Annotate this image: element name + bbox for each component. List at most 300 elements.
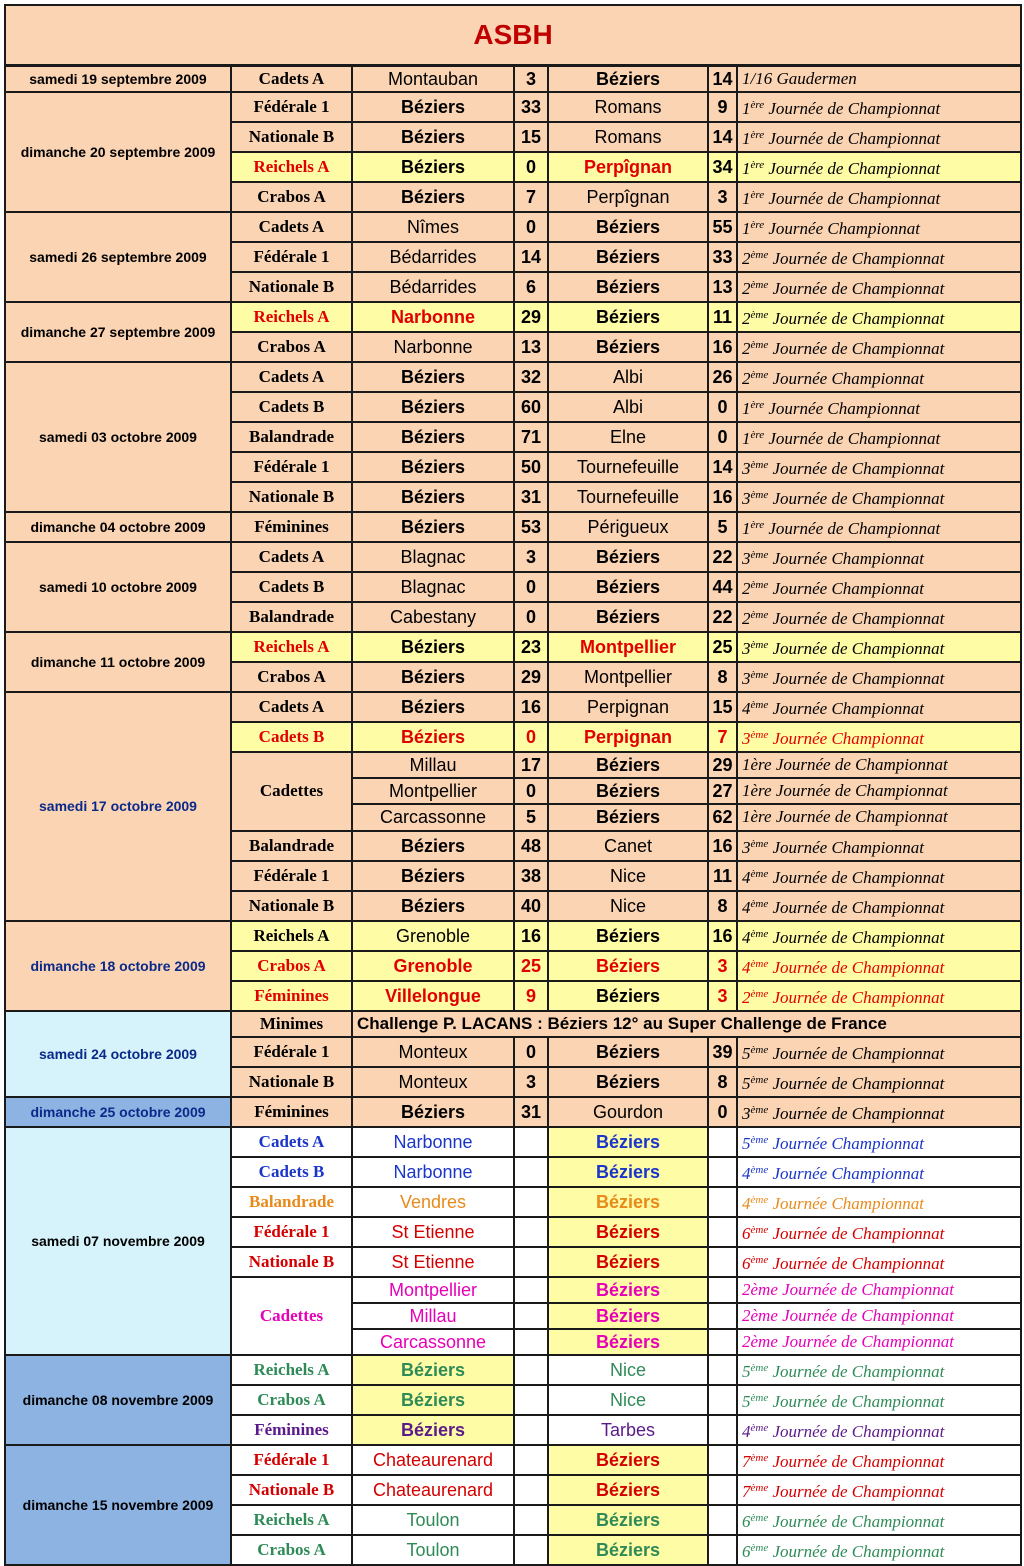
home-score: 40 bbox=[514, 891, 548, 921]
away-score: 3 bbox=[708, 981, 737, 1011]
home-score bbox=[514, 1247, 548, 1277]
home-team: Béziers bbox=[352, 152, 514, 182]
home-score: 0 bbox=[514, 602, 548, 632]
match-row bbox=[5, 512, 1021, 542]
round-label: Journée de Championnat bbox=[772, 1512, 945, 1532]
round-label: Journée de Championnat bbox=[772, 609, 945, 629]
home-score: 60 bbox=[514, 392, 548, 422]
away-score: 0 bbox=[708, 422, 737, 452]
away-score: 55 bbox=[708, 212, 737, 242]
home-score: 5 bbox=[514, 804, 548, 830]
category-cell: Crabos A bbox=[231, 1535, 352, 1565]
away-team: Périgueux bbox=[548, 512, 708, 542]
category-cell: Cadets A bbox=[231, 212, 352, 242]
home-team: Bédarrides bbox=[352, 242, 514, 272]
away-score bbox=[708, 1475, 737, 1505]
round-label: Journée de Championnat bbox=[772, 489, 945, 509]
category-cell: Reichels A bbox=[231, 632, 352, 662]
away-team: Béziers bbox=[548, 1445, 708, 1475]
category-cell: Cadets A bbox=[231, 692, 352, 722]
round-note bbox=[737, 332, 1021, 362]
away-score: 3 bbox=[708, 951, 737, 981]
round-note bbox=[737, 422, 1021, 452]
away-score bbox=[708, 1303, 737, 1329]
category-cell: Fédérale 1 bbox=[231, 1217, 352, 1247]
home-team: Béziers bbox=[352, 831, 514, 861]
round-number: 6 bbox=[742, 1223, 751, 1243]
away-score bbox=[708, 1127, 737, 1157]
home-team: Narbonne bbox=[352, 1127, 514, 1157]
schedule-table bbox=[4, 4, 1022, 1566]
home-team: Chateaurenard bbox=[352, 1475, 514, 1505]
home-team: Béziers bbox=[352, 362, 514, 392]
round-ordinal: ème bbox=[750, 1512, 769, 1525]
round-number: 4 bbox=[742, 1193, 751, 1213]
round-number: 3 bbox=[742, 729, 751, 749]
round-note bbox=[737, 1247, 1021, 1277]
round-note bbox=[737, 1277, 1021, 1303]
round-label: Journée de Championnat bbox=[768, 99, 941, 119]
match-row bbox=[5, 1011, 1021, 1037]
category-cell: Fédérale 1 bbox=[231, 92, 352, 122]
home-score: 0 bbox=[514, 778, 548, 804]
match-row bbox=[5, 1445, 1021, 1475]
round-label: Journée de Championnat bbox=[772, 339, 945, 359]
round-number: 5 bbox=[742, 1392, 751, 1412]
away-score: 26 bbox=[708, 362, 737, 392]
round-ordinal: ème bbox=[750, 669, 769, 682]
home-score: 25 bbox=[514, 951, 548, 981]
home-score bbox=[514, 1329, 548, 1355]
away-score: 25 bbox=[708, 632, 737, 662]
home-score: 0 bbox=[514, 722, 548, 752]
home-team: Narbonne bbox=[352, 332, 514, 362]
round-note bbox=[737, 1475, 1021, 1505]
round-ordinal: ème bbox=[750, 369, 769, 382]
category-cell: Cadets A bbox=[231, 542, 352, 572]
home-score bbox=[514, 1535, 548, 1565]
round-label: 1/16 Gaudermen bbox=[742, 69, 857, 89]
round-ordinal: ème bbox=[750, 1163, 769, 1176]
away-team: Romans bbox=[548, 122, 708, 152]
round-label: Journée de Championnat bbox=[772, 669, 945, 689]
home-team: Monteux bbox=[352, 1037, 514, 1067]
round-ordinal: ème bbox=[750, 867, 769, 880]
round-note bbox=[737, 1385, 1021, 1415]
category-cell: Féminines bbox=[231, 981, 352, 1011]
away-score: 39 bbox=[708, 1037, 737, 1067]
round-label: Journée Championnat bbox=[768, 399, 920, 419]
round-ordinal: ème bbox=[750, 1362, 769, 1375]
round-number: 7 bbox=[742, 1452, 751, 1472]
date-cell: dimanche 25 octobre 2009 bbox=[5, 1097, 231, 1127]
home-team: Grenoble bbox=[352, 951, 514, 981]
round-note bbox=[737, 662, 1021, 692]
away-score: 11 bbox=[708, 861, 737, 891]
match-row bbox=[5, 212, 1021, 242]
round-ordinal: ème bbox=[750, 1223, 769, 1236]
round-label: 2ème Journée de Championnat bbox=[742, 1332, 954, 1352]
away-score: 34 bbox=[708, 152, 737, 182]
category-cell: Fédérale 1 bbox=[231, 1037, 352, 1067]
round-note bbox=[737, 752, 1021, 778]
home-score: 38 bbox=[514, 861, 548, 891]
category-cell: Nationale B bbox=[231, 1067, 352, 1097]
match-row bbox=[5, 362, 1021, 392]
round-note bbox=[737, 1127, 1021, 1157]
round-note bbox=[737, 362, 1021, 392]
round-ordinal: ème bbox=[750, 249, 769, 262]
category-cell: Nationale B bbox=[231, 482, 352, 512]
round-note bbox=[737, 632, 1021, 662]
round-ordinal: ème bbox=[750, 897, 769, 910]
round-note bbox=[737, 182, 1021, 212]
away-team: Perpîgnan bbox=[548, 182, 708, 212]
match-row bbox=[5, 66, 1021, 93]
home-team: Béziers bbox=[352, 452, 514, 482]
away-score: 27 bbox=[708, 778, 737, 804]
round-ordinal: ème bbox=[750, 639, 769, 652]
home-team: Grenoble bbox=[352, 921, 514, 951]
home-score: 31 bbox=[514, 482, 548, 512]
round-number: 3 bbox=[742, 1103, 751, 1123]
home-team: Narbonne bbox=[352, 1157, 514, 1187]
round-ordinal: ème bbox=[750, 1073, 769, 1086]
round-label: Journée Championnat bbox=[772, 837, 925, 857]
home-team: Nîmes bbox=[352, 212, 514, 242]
round-label: Journée de Championnat bbox=[772, 279, 945, 299]
away-team: Béziers bbox=[548, 1187, 708, 1217]
round-note bbox=[737, 722, 1021, 752]
round-note bbox=[737, 1329, 1021, 1355]
home-score: 3 bbox=[514, 66, 548, 93]
home-team: Béziers bbox=[352, 722, 514, 752]
round-label: Journée de Championnat bbox=[772, 1103, 945, 1123]
round-number: 6 bbox=[742, 1253, 751, 1273]
category-cell: Cadets A bbox=[231, 66, 352, 93]
home-score: 13 bbox=[514, 332, 548, 362]
match-row bbox=[5, 92, 1021, 122]
round-note bbox=[737, 66, 1021, 93]
home-team: St Etienne bbox=[352, 1247, 514, 1277]
round-ordinal: ère bbox=[750, 129, 765, 142]
home-score: 16 bbox=[514, 692, 548, 722]
date-cell: dimanche 04 octobre 2009 bbox=[5, 512, 231, 542]
round-ordinal: ème bbox=[750, 1392, 769, 1405]
category-cell: Fédérale 1 bbox=[231, 452, 352, 482]
round-number: 2 bbox=[742, 987, 751, 1007]
category-cell: Cadets A bbox=[231, 362, 352, 392]
away-score: 16 bbox=[708, 921, 737, 951]
home-score: 53 bbox=[514, 512, 548, 542]
away-team: Béziers bbox=[548, 921, 708, 951]
away-score bbox=[708, 1187, 737, 1217]
round-note bbox=[737, 122, 1021, 152]
date-cell: samedi 19 septembre 2009 bbox=[5, 66, 231, 93]
away-score: 9 bbox=[708, 92, 737, 122]
away-team: Nice bbox=[548, 1355, 708, 1385]
round-ordinal: ème bbox=[750, 609, 769, 622]
away-team: Béziers bbox=[548, 778, 708, 804]
round-number: 4 bbox=[742, 1163, 751, 1183]
home-score: 9 bbox=[514, 981, 548, 1011]
round-ordinal: ème bbox=[750, 729, 769, 742]
round-number: 5 bbox=[742, 1362, 751, 1382]
category-cell: Minimes bbox=[231, 1011, 352, 1037]
home-team: Béziers bbox=[352, 692, 514, 722]
round-label: 2ème Journée de Championnat bbox=[742, 1305, 954, 1325]
away-score: 0 bbox=[708, 1097, 737, 1127]
round-ordinal: ère bbox=[750, 219, 765, 232]
home-score: 31 bbox=[514, 1097, 548, 1127]
away-team: Béziers bbox=[548, 1303, 708, 1329]
away-team: Béziers bbox=[548, 1247, 708, 1277]
home-score bbox=[514, 1187, 548, 1217]
round-label: Journée de Championnat bbox=[772, 1452, 945, 1472]
round-note bbox=[737, 951, 1021, 981]
category-cell: Reichels A bbox=[231, 152, 352, 182]
away-team: Montpellier bbox=[548, 632, 708, 662]
category-cell: Cadets B bbox=[231, 722, 352, 752]
round-number: 2 bbox=[742, 249, 751, 269]
round-ordinal: ème bbox=[750, 1542, 769, 1555]
away-team: Béziers bbox=[548, 1217, 708, 1247]
away-team: Béziers bbox=[548, 302, 708, 332]
away-team: Tournefeuille bbox=[548, 482, 708, 512]
round-note bbox=[737, 1535, 1021, 1565]
away-score bbox=[708, 1247, 737, 1277]
round-number: 2 bbox=[742, 579, 751, 599]
round-number: 1 bbox=[742, 399, 751, 419]
round-label: 1ère Journée de Championnat bbox=[742, 807, 948, 827]
round-note bbox=[737, 1097, 1021, 1127]
date-cell: samedi 17 octobre 2009 bbox=[5, 692, 231, 920]
round-ordinal: ème bbox=[750, 699, 769, 712]
match-row bbox=[5, 1355, 1021, 1385]
date-cell: dimanche 08 novembre 2009 bbox=[5, 1355, 231, 1445]
away-team: Romans bbox=[548, 92, 708, 122]
category-cell: Nationale B bbox=[231, 1247, 352, 1277]
away-team: Béziers bbox=[548, 1535, 708, 1565]
away-team: Béziers bbox=[548, 242, 708, 272]
round-number: 3 bbox=[742, 669, 751, 689]
home-team: St Etienne bbox=[352, 1217, 514, 1247]
away-team: Béziers bbox=[548, 272, 708, 302]
away-score bbox=[708, 1385, 737, 1415]
home-score: 0 bbox=[514, 152, 548, 182]
round-number: 1 bbox=[742, 519, 751, 539]
round-label: Journée de Championnat bbox=[768, 429, 941, 449]
home-score: 15 bbox=[514, 122, 548, 152]
away-score bbox=[708, 1217, 737, 1247]
category-cell: Crabos A bbox=[231, 951, 352, 981]
category-cell: Reichels A bbox=[231, 921, 352, 951]
round-ordinal: ème bbox=[750, 987, 769, 1000]
round-label: Journée de Championnat bbox=[772, 1362, 945, 1382]
round-note bbox=[737, 482, 1021, 512]
round-note bbox=[737, 981, 1021, 1011]
round-ordinal: ème bbox=[750, 489, 769, 502]
category-cell: Nationale B bbox=[231, 122, 352, 152]
round-number: 6 bbox=[742, 1542, 751, 1562]
category-cell: Reichels A bbox=[231, 1505, 352, 1535]
round-note bbox=[737, 1445, 1021, 1475]
round-ordinal: ème bbox=[750, 1103, 769, 1116]
round-note bbox=[737, 1355, 1021, 1385]
category-cell: Nationale B bbox=[231, 891, 352, 921]
round-ordinal: ème bbox=[750, 1043, 769, 1056]
round-ordinal: ème bbox=[750, 957, 769, 970]
home-team: Toulon bbox=[352, 1505, 514, 1535]
round-label: Journée de Championnat bbox=[772, 309, 945, 329]
round-note bbox=[737, 831, 1021, 861]
round-note bbox=[737, 242, 1021, 272]
home-team: Blagnac bbox=[352, 572, 514, 602]
away-score: 8 bbox=[708, 891, 737, 921]
category-cell: Crabos A bbox=[231, 332, 352, 362]
away-score: 15 bbox=[708, 692, 737, 722]
round-label: Journée de Championnat bbox=[768, 129, 941, 149]
away-score bbox=[708, 1505, 737, 1535]
home-score: 7 bbox=[514, 182, 548, 212]
round-note bbox=[737, 212, 1021, 242]
category-cell: Cadets A bbox=[231, 1127, 352, 1157]
away-score: 22 bbox=[708, 602, 737, 632]
round-note bbox=[737, 1505, 1021, 1535]
round-ordinal: ème bbox=[750, 279, 769, 292]
away-team: Béziers bbox=[548, 1475, 708, 1505]
round-number: 4 bbox=[742, 867, 751, 887]
category-cell: Cadets B bbox=[231, 1157, 352, 1187]
round-note bbox=[737, 92, 1021, 122]
away-team: Canet bbox=[548, 831, 708, 861]
round-note bbox=[737, 512, 1021, 542]
round-number: 5 bbox=[742, 1043, 751, 1063]
away-team: Béziers bbox=[548, 572, 708, 602]
round-note bbox=[737, 891, 1021, 921]
home-team: Béziers bbox=[352, 92, 514, 122]
round-label: Journée de Championnat bbox=[772, 867, 945, 887]
away-score: 8 bbox=[708, 1067, 737, 1097]
round-label: Journée Championnat bbox=[768, 219, 920, 239]
round-label: Journée de Championnat bbox=[772, 459, 945, 479]
home-score bbox=[514, 1303, 548, 1329]
home-team: Chateaurenard bbox=[352, 1445, 514, 1475]
round-number: 1 bbox=[742, 429, 751, 449]
round-number: 3 bbox=[742, 837, 751, 857]
round-number: 1 bbox=[742, 159, 751, 179]
home-score: 33 bbox=[514, 92, 548, 122]
round-ordinal: ème bbox=[750, 579, 769, 592]
round-label: Journée de Championnat bbox=[768, 519, 941, 539]
match-row bbox=[5, 632, 1021, 662]
home-team: Béziers bbox=[352, 632, 514, 662]
category-cell: Crabos A bbox=[231, 662, 352, 692]
round-number: 1 bbox=[742, 189, 751, 209]
away-team: Béziers bbox=[548, 1067, 708, 1097]
home-team: Millau bbox=[352, 752, 514, 778]
away-team: Béziers bbox=[548, 804, 708, 830]
away-score bbox=[708, 1157, 737, 1187]
category-cell: Balandrade bbox=[231, 602, 352, 632]
category-cell: Fédérale 1 bbox=[231, 861, 352, 891]
home-score: 29 bbox=[514, 662, 548, 692]
category-cell: Crabos A bbox=[231, 182, 352, 212]
round-label: Journée de Championnat bbox=[772, 1482, 945, 1502]
home-score bbox=[514, 1445, 548, 1475]
category-cell: Cadettes bbox=[231, 1277, 352, 1355]
round-number: 2 bbox=[742, 279, 751, 299]
home-team: Millau bbox=[352, 1303, 514, 1329]
category-cell: Nationale B bbox=[231, 272, 352, 302]
home-score bbox=[514, 1505, 548, 1535]
round-note bbox=[737, 1067, 1021, 1097]
home-score: 50 bbox=[514, 452, 548, 482]
round-note bbox=[737, 152, 1021, 182]
round-ordinal: ère bbox=[750, 99, 765, 112]
date-cell: dimanche 20 septembre 2009 bbox=[5, 92, 231, 212]
round-ordinal: ème bbox=[750, 549, 769, 562]
home-score: 23 bbox=[514, 632, 548, 662]
round-note bbox=[737, 804, 1021, 830]
away-team: Béziers bbox=[548, 951, 708, 981]
away-team: Béziers bbox=[548, 1277, 708, 1303]
away-score: 14 bbox=[708, 452, 737, 482]
date-cell: dimanche 27 septembre 2009 bbox=[5, 302, 231, 362]
home-team: Montpellier bbox=[352, 1277, 514, 1303]
category-cell: Balandrade bbox=[231, 1187, 352, 1217]
round-number: 4 bbox=[742, 957, 751, 977]
home-score bbox=[514, 1355, 548, 1385]
round-label: Journée de Championnat bbox=[768, 159, 941, 179]
match-row bbox=[5, 542, 1021, 572]
away-score: 14 bbox=[708, 122, 737, 152]
round-note bbox=[737, 1415, 1021, 1445]
home-score bbox=[514, 1277, 548, 1303]
home-team: Bédarrides bbox=[352, 272, 514, 302]
home-score bbox=[514, 1385, 548, 1415]
away-team: Béziers bbox=[548, 752, 708, 778]
round-ordinal: ème bbox=[750, 1133, 769, 1146]
away-team: Perpignan bbox=[548, 692, 708, 722]
home-team: Béziers bbox=[352, 662, 514, 692]
round-label: Journée de Championnat bbox=[772, 987, 945, 1007]
match-row bbox=[5, 1097, 1021, 1127]
away-score: 33 bbox=[708, 242, 737, 272]
category-cell: Cadets B bbox=[231, 392, 352, 422]
home-team: Béziers bbox=[352, 1385, 514, 1415]
away-score: 16 bbox=[708, 482, 737, 512]
round-number: 3 bbox=[742, 459, 751, 479]
away-score: 44 bbox=[708, 572, 737, 602]
round-number: 4 bbox=[742, 1422, 751, 1442]
round-label: Journée de Championnat bbox=[772, 1392, 945, 1412]
away-team: Béziers bbox=[548, 332, 708, 362]
round-number: 2 bbox=[742, 609, 751, 629]
home-team: Béziers bbox=[352, 1355, 514, 1385]
round-number: 7 bbox=[742, 1482, 751, 1502]
home-team: Béziers bbox=[352, 422, 514, 452]
home-team: Carcassonne bbox=[352, 1329, 514, 1355]
category-cell: Crabos A bbox=[231, 1385, 352, 1415]
home-score: 0 bbox=[514, 572, 548, 602]
round-label: Journée de Championnat bbox=[772, 1422, 945, 1442]
home-score: 6 bbox=[514, 272, 548, 302]
home-score: 14 bbox=[514, 242, 548, 272]
date-cell: samedi 03 octobre 2009 bbox=[5, 362, 231, 512]
away-score: 29 bbox=[708, 752, 737, 778]
away-team: Nice bbox=[548, 861, 708, 891]
